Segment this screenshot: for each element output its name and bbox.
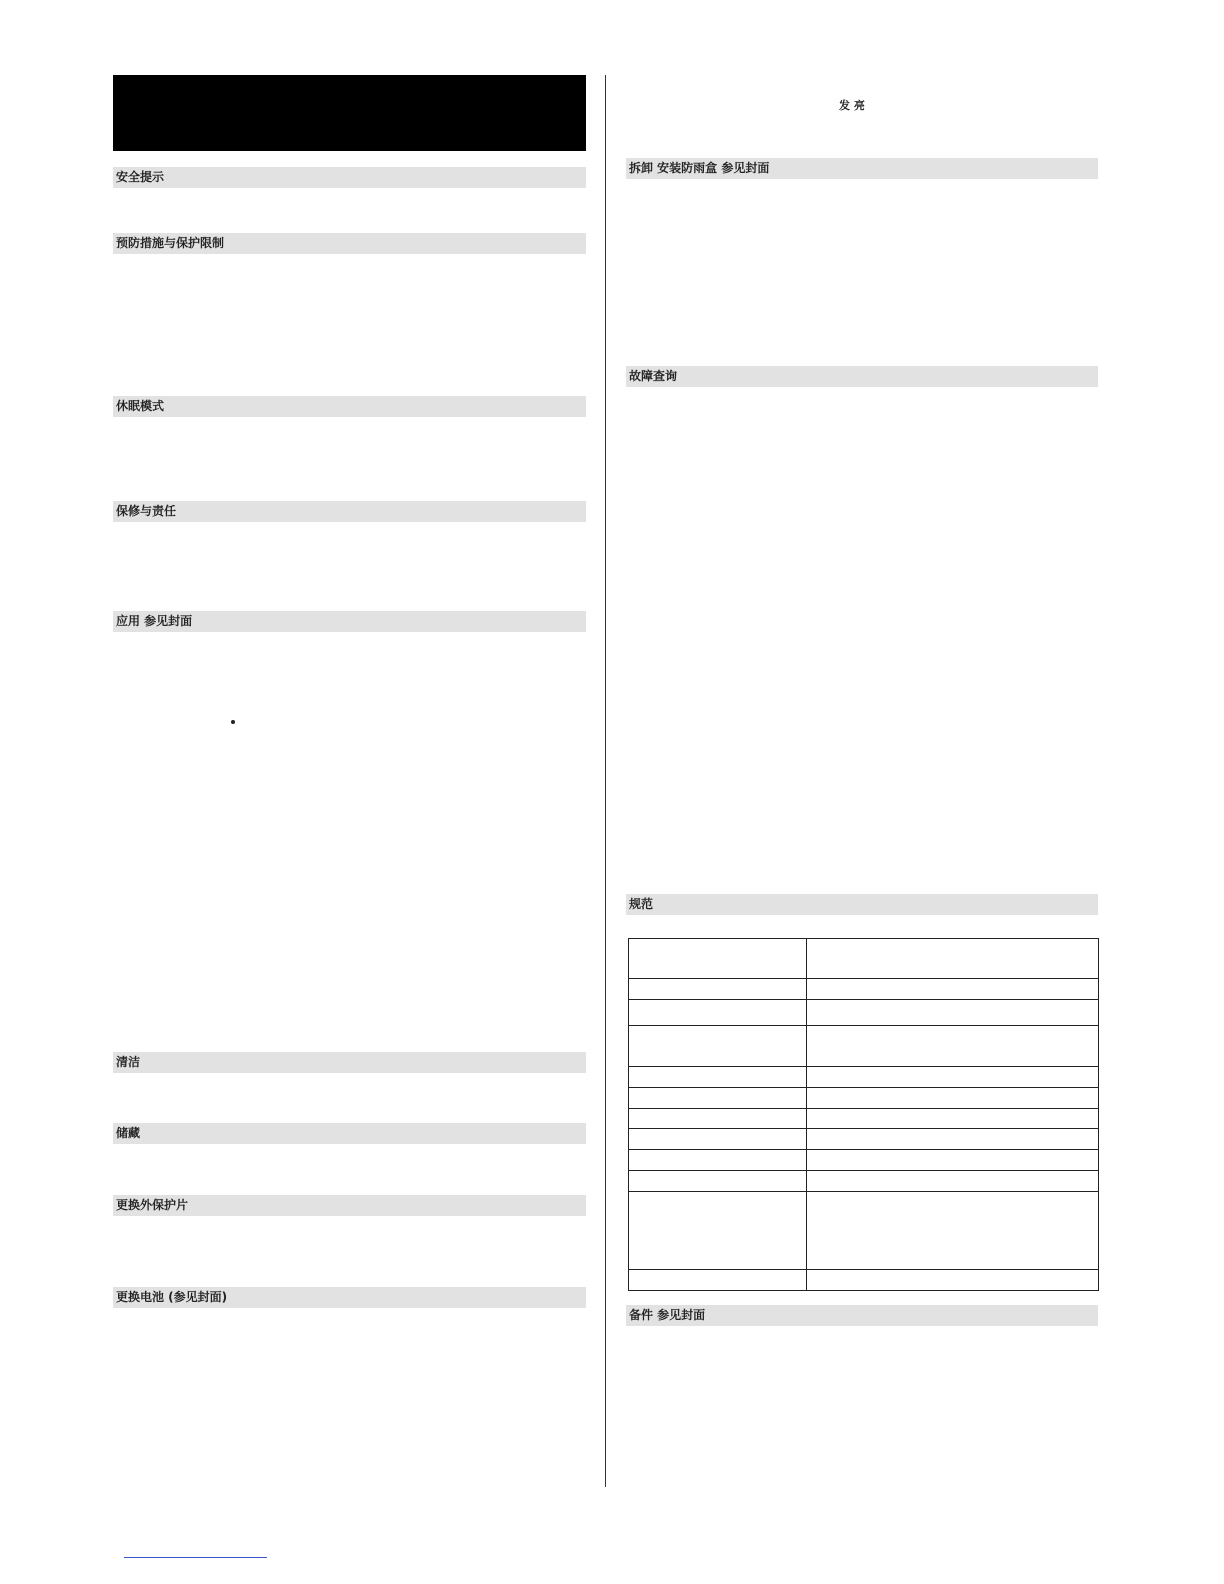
table-row — [629, 1171, 1099, 1192]
table-cell — [629, 1270, 807, 1291]
table-cell — [807, 1109, 1099, 1129]
table-cell — [807, 939, 1099, 979]
table-cell — [629, 1171, 807, 1192]
table-row — [629, 1067, 1099, 1088]
table-row — [629, 1088, 1099, 1109]
table-cell — [807, 1026, 1099, 1067]
title-block — [113, 75, 586, 151]
table-row — [629, 1150, 1099, 1171]
footer-link-underline[interactable] — [124, 1557, 267, 1558]
table-cell — [629, 1067, 807, 1088]
table-cell — [807, 1088, 1099, 1109]
section-header-precautions: 预防措施与保护限制 — [113, 233, 586, 254]
table-row — [629, 1270, 1099, 1291]
table-cell — [629, 1150, 807, 1171]
table-cell — [807, 1129, 1099, 1150]
bullet-dot — [231, 720, 235, 724]
table-row — [629, 1000, 1099, 1026]
table-cell — [807, 979, 1099, 1000]
section-header-sleep-mode: 休眠模式 — [113, 396, 586, 417]
table-cell — [629, 1192, 807, 1270]
right-top-text: 发 亮 — [839, 99, 865, 112]
table-cell — [807, 1270, 1099, 1291]
table-row — [629, 1192, 1099, 1270]
table-cell — [629, 1000, 807, 1026]
table-cell — [807, 1150, 1099, 1171]
table-row — [629, 1109, 1099, 1129]
table-cell — [807, 1067, 1099, 1088]
table-cell — [807, 1000, 1099, 1026]
section-header-replace-battery: 更换电池 (参见封面) — [113, 1287, 586, 1308]
section-header-cleaning: 清洁 — [113, 1052, 586, 1073]
table-cell — [629, 939, 807, 979]
section-header-storage: 储藏 — [113, 1123, 586, 1144]
table-cell — [629, 1109, 807, 1129]
section-header-application: 应用 参见封面 — [113, 611, 586, 632]
table-cell — [629, 1088, 807, 1109]
section-header-specifications: 规范 — [626, 894, 1098, 915]
table-cell — [629, 1026, 807, 1067]
table-cell — [629, 979, 807, 1000]
table-cell — [629, 1129, 807, 1150]
section-header-replace-protective-lens: 更换外保护片 — [113, 1195, 586, 1216]
table-row — [629, 939, 1099, 979]
table-cell — [807, 1192, 1099, 1270]
table-cell — [807, 1171, 1099, 1192]
section-header-troubleshooting: 故障查询 — [626, 366, 1098, 387]
section-header-safety: 安全提示 — [113, 167, 586, 188]
specifications-table — [628, 938, 1099, 1291]
table-row — [629, 1129, 1099, 1150]
column-divider — [605, 75, 606, 1487]
table-row — [629, 1026, 1099, 1067]
section-header-warranty: 保修与责任 — [113, 501, 586, 522]
section-header-spare-parts: 备件 参见封面 — [626, 1305, 1098, 1326]
table-row — [629, 979, 1099, 1000]
section-header-remove-install-box: 拆卸 安装防雨盒 参见封面 — [626, 158, 1098, 179]
